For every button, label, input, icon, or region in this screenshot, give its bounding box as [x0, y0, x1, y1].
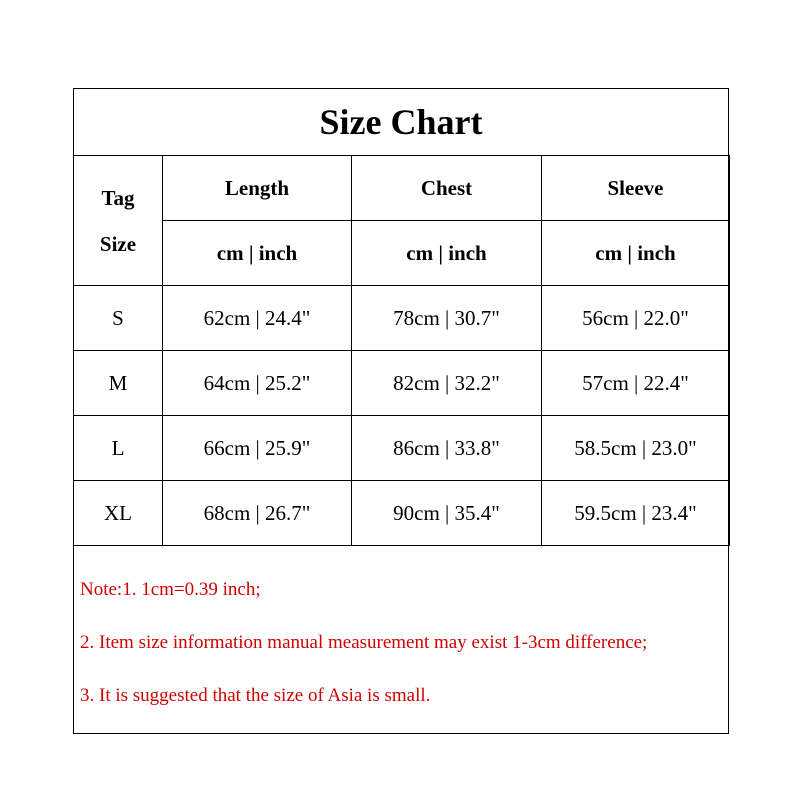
table-row — [74, 351, 730, 416]
sleeve-cell: 59.5cm | 23.4" — [542, 481, 730, 546]
note-3: 3. It is suggested that the size of Asia is small. — [80, 685, 431, 706]
tag-size-header — [74, 156, 163, 286]
length-cell: 66cm | 25.9" — [163, 416, 352, 481]
chest-units: cm | inch — [352, 221, 542, 286]
table-row — [74, 481, 730, 546]
chest-cell: 86cm | 33.8" — [352, 416, 542, 481]
table-row — [74, 416, 730, 481]
note-1: Note:1. 1cm=0.39 inch; — [80, 579, 261, 600]
size-cell: XL — [74, 481, 163, 546]
table-row — [74, 286, 730, 351]
length-cell: 62cm | 24.4" — [163, 286, 352, 351]
size-cell: S — [74, 286, 163, 351]
tag-size-label-line2: Size — [99, 231, 137, 256]
sleeve-cell: 57cm | 22.4" — [542, 351, 730, 416]
chest-cell: 90cm | 35.4" — [352, 481, 542, 546]
length-cell: 68cm | 26.7" — [163, 481, 352, 546]
size-table — [73, 155, 730, 546]
units-row — [74, 221, 730, 286]
length-header: Length — [163, 156, 352, 221]
size-cell: M — [74, 351, 163, 416]
chest-cell: 82cm | 32.2" — [352, 351, 542, 416]
size-cell: L — [74, 416, 163, 481]
sleeve-cell: 56cm | 22.0" — [542, 286, 730, 351]
tag-size-label-line1: Tag — [101, 185, 135, 210]
header-row — [74, 156, 730, 221]
note-2: 2. Item size information manual measurement may exist 1-3cm difference; — [80, 632, 648, 653]
chart-title: Size Chart — [74, 89, 728, 156]
sleeve-units: cm | inch — [542, 221, 730, 286]
notes-section — [74, 552, 728, 733]
chest-header: Chest — [352, 156, 542, 221]
length-units: cm | inch — [163, 221, 352, 286]
sleeve-cell: 58.5cm | 23.0" — [542, 416, 730, 481]
sleeve-header: Sleeve — [542, 156, 730, 221]
length-cell: 64cm | 25.2" — [163, 351, 352, 416]
chest-cell: 78cm | 30.7" — [352, 286, 542, 351]
size-chart-frame — [73, 88, 729, 734]
